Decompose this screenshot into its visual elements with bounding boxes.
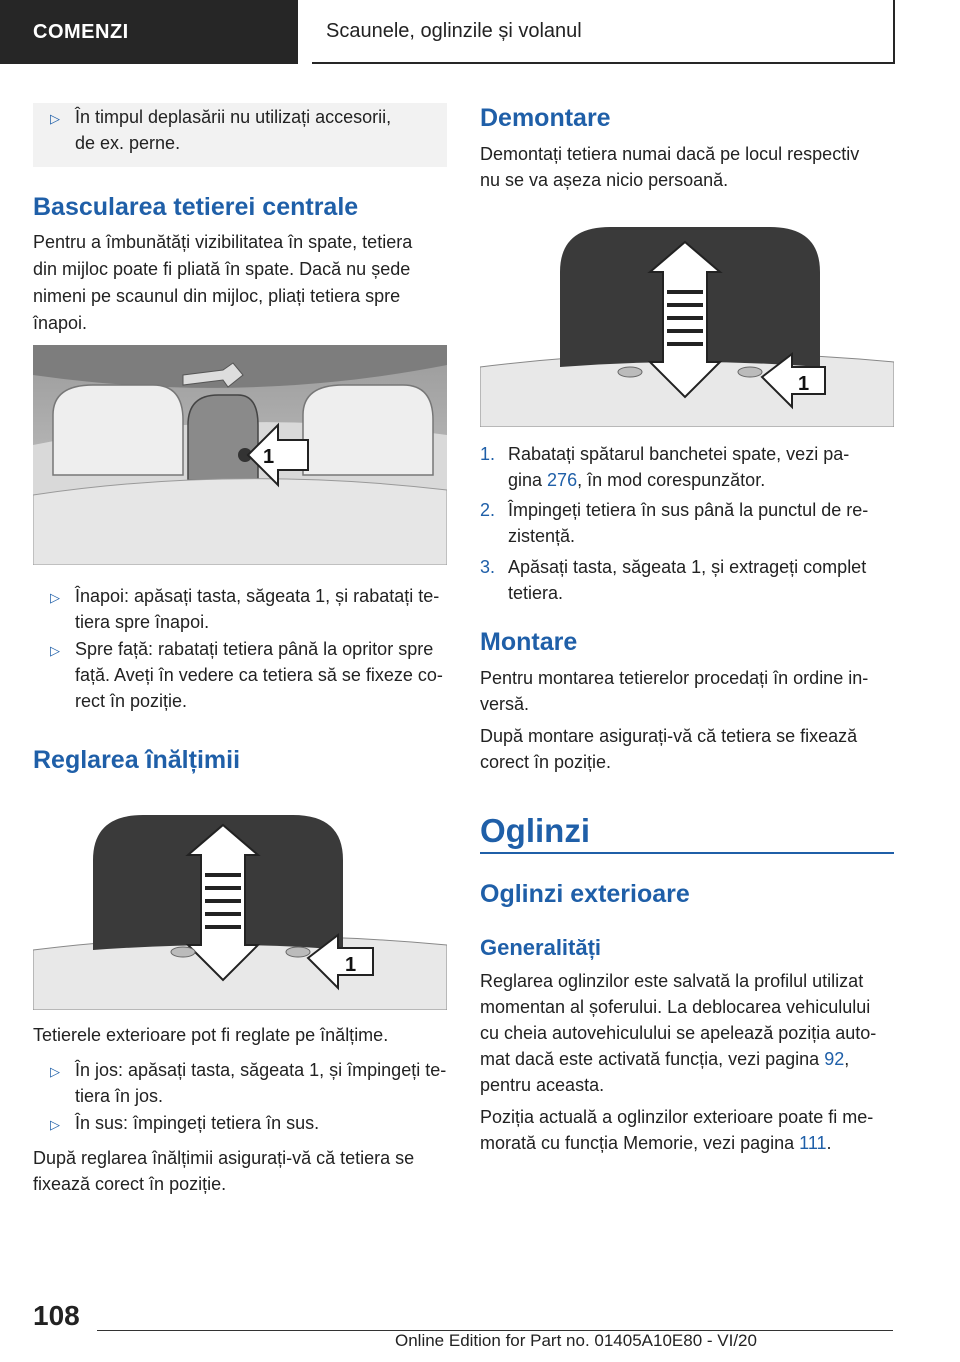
bullet-line: În sus: împingeți tetiera în sus. [75,1113,320,1133]
image-rear-seats [33,345,447,565]
section-title: COMENZI [33,20,129,43]
page-number: 108 [33,1300,80,1331]
bullet-triangle-icon: ▷ [50,1117,60,1132]
headrest-height-illustration [33,800,447,1010]
chapter-title: Scaunele, oglinzile și volanul [326,19,582,42]
headrest-remove-illustration [480,212,894,427]
page-link[interactable]: 276 [547,470,578,490]
step-number: 2. [480,500,496,520]
paragraph-line: pentru aceasta. [480,1075,605,1095]
callout-number: 1 [263,446,275,468]
rear-seats-illustration [33,345,447,565]
bullet-line: În jos: apăsați tasta, săgeata 1, și împingeți te‐ [75,1060,447,1080]
bullet-line: tiera în jos. [75,1086,164,1106]
step-line: tetiera. [508,583,564,603]
heading-remove: Demontare [480,104,611,132]
heading-rule [480,852,894,854]
step-number: 1. [480,444,496,464]
paragraph-line: cu cheia autovehiculului se apelează poziția auto‐ [480,1023,877,1043]
paragraph-line: Pentru a îmbunătăți vizibilitatea în spate, tetiera [33,232,413,252]
callout-number: 1 [345,954,357,976]
paragraph-line: După reglarea înălțimii asigurați-vă că tetiera se [33,1148,415,1168]
bullet-line: rect în poziție. [75,691,188,711]
paragraph-line: fixează corect în poziție. [33,1174,227,1194]
heading-exterior-mirrors: Oglinzi exterioare [480,880,690,908]
paragraph-line: versă. [480,694,530,714]
page-link[interactable]: 111 [799,1133,827,1153]
paragraph-line: Demontați tetiera numai dacă pe locul respectiv [480,144,860,164]
heading-mirrors: Oglinzi [480,812,590,849]
heading-height-adjust: Reglarea înălțimii [33,746,241,774]
bullet-triangle-icon: ▷ [50,111,60,126]
paragraph-line: Reglarea oglinzilor este salvată la profilul utilizat [480,971,864,991]
bullet-triangle-icon: ▷ [50,1064,60,1079]
header-chapter [312,0,895,64]
step-line: gina 276, în mod corespunzător. [508,470,766,490]
paragraph-line: Tetierele exterioare pot fi reglate pe înălțime. [33,1025,389,1045]
step-line: Apăsați tasta, săgeata 1, și extrageți complet [508,557,867,577]
image-headrest-height [33,800,447,1010]
heading-center-headrest: Bascularea tetierei centrale [33,193,359,221]
paragraph-line: nimeni pe scaunul din mijloc, pliați tetiera spre [33,286,401,306]
bullet-line: Spre față: rabatați tetiera până la opritor spre [75,639,434,659]
step-number: 3. [480,557,496,577]
step-line: Rabatați spătarul banchetei spate, vezi pa‐ [508,444,850,464]
heading-mount: Montare [480,628,578,656]
callout-number: 1 [798,373,810,395]
bullet-line: tiera spre înapoi. [75,612,210,632]
step-line: Împingeți tetiera în sus până la punctul de re‐ [508,500,869,520]
heading-general: Generalități [480,935,602,960]
paragraph-line: mat dacă este activată funcția, vezi pagina 92, [480,1049,850,1069]
page-link[interactable]: 92 [824,1049,845,1069]
paragraph-line: După montare asigurați-vă că tetiera se fixează [480,726,858,746]
paragraph-line: înapoi. [33,313,88,333]
bullet-triangle-icon: ▷ [50,643,60,658]
note-line: În timpul deplasării nu utilizați accesorii, [75,107,392,127]
paragraph-line: corect în poziție. [480,752,612,772]
bullet-triangle-icon: ▷ [50,590,60,605]
paragraph-line: Pentru montarea tetierelor procedați în ordine in‐ [480,668,869,688]
bullet-line: față. Aveți în vedere ca tetiera să se fixeze co‐ [75,665,443,685]
note-line: de ex. perne. [75,133,181,153]
paragraph-line: momentan al șoferului. La deblocarea vehiculului [480,997,871,1017]
step-line: zistență. [508,526,576,546]
footer-edition: Online Edition for Part no. 01405A10E80 - VI/20 [395,1331,757,1350]
paragraph-line: nu se va așeza nicio persoană. [480,170,729,190]
image-headrest-remove [480,212,894,427]
bullet-line: Înapoi: apăsați tasta, săgeata 1, și rabatați te‐ [75,586,440,606]
paragraph-line: Poziția actuală a oglinzilor exterioare poate fi me‐ [480,1107,874,1127]
paragraph-line: din mijloc poate fi pliată în spate. Dacă nu șede [33,259,411,279]
header-section [0,0,298,64]
paragraph-line: morată cu funcția Memorie, vezi pagina 111. [480,1133,832,1153]
